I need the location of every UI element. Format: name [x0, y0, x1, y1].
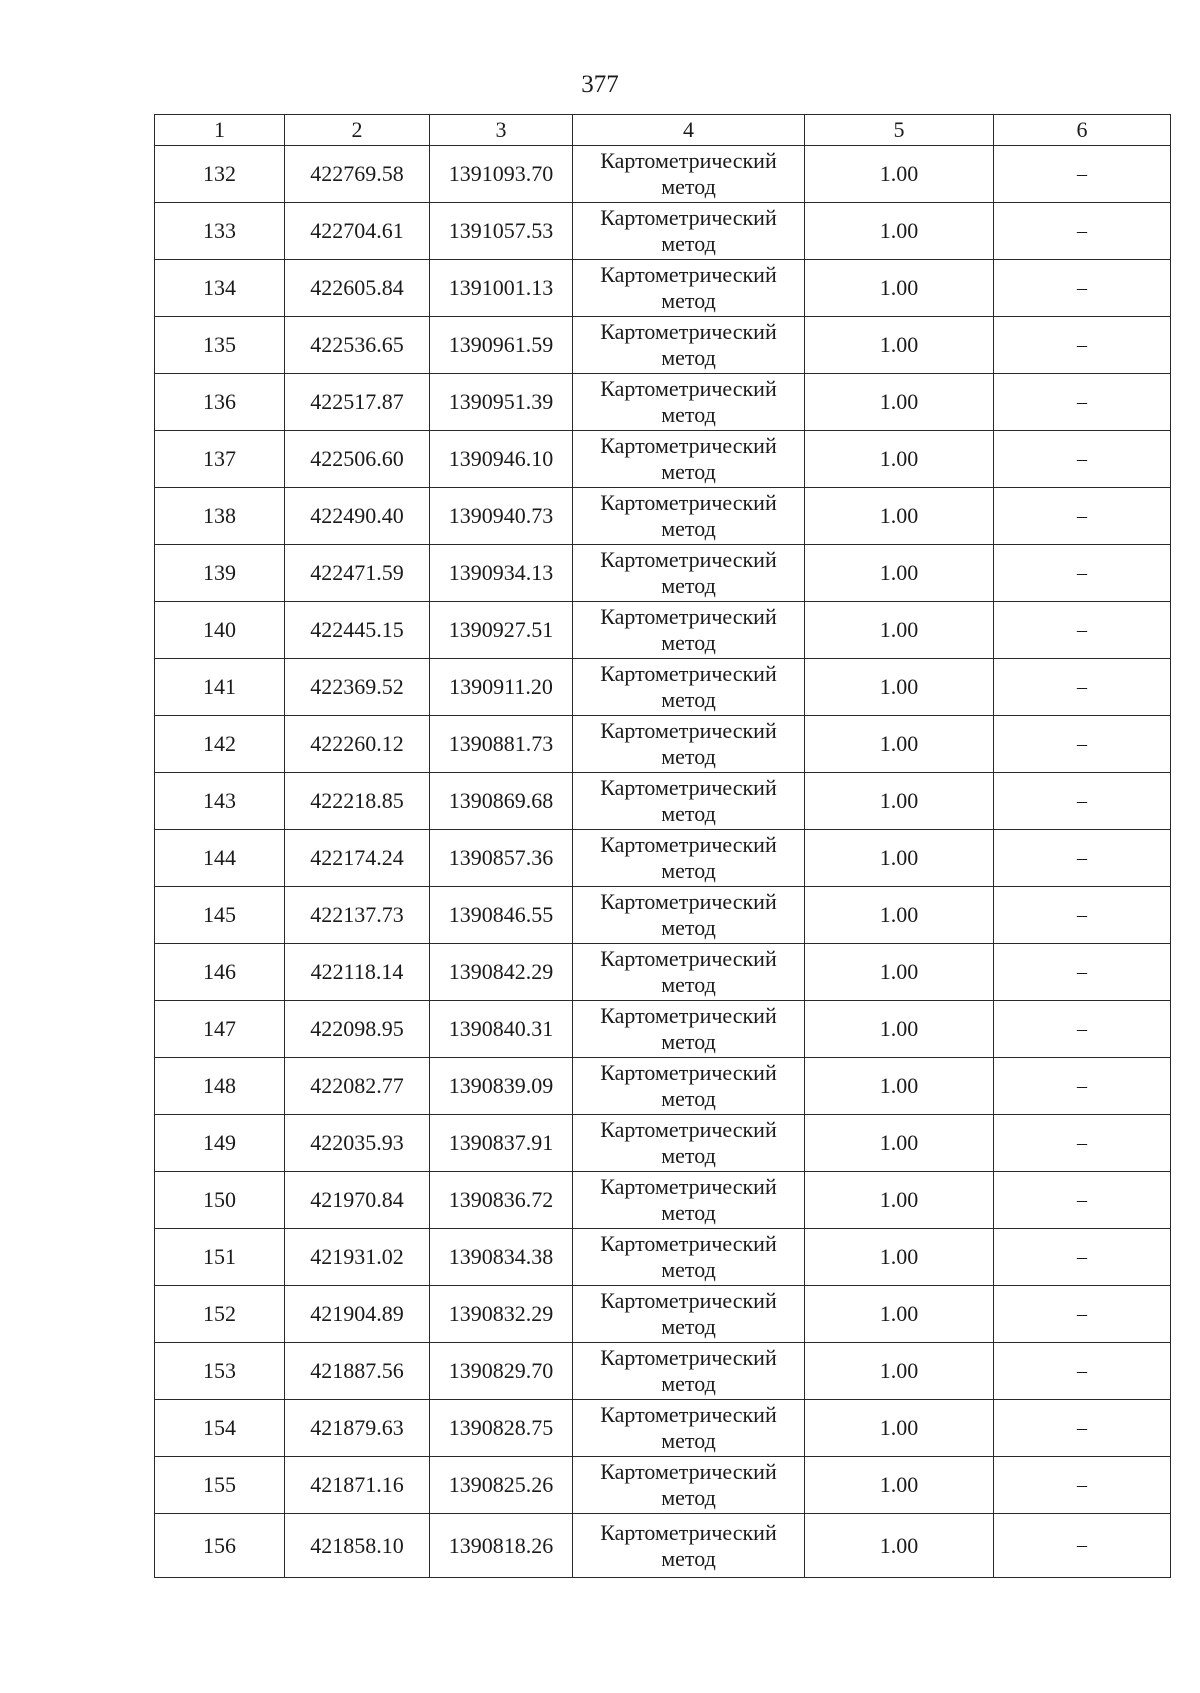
method-cell	[573, 545, 805, 602]
method-text-line: метод	[661, 573, 716, 598]
method-text-line: метод	[661, 1086, 716, 1111]
accuracy-cell: 1.00	[805, 1514, 994, 1578]
accuracy-cell: 1.00	[805, 830, 994, 887]
method-text-line: Картометрический	[600, 433, 777, 458]
x-coordinate-cell: 421858.10	[285, 1514, 430, 1578]
x-coordinate-cell: 422260.12	[285, 716, 430, 773]
table-row	[155, 488, 1171, 545]
method-text-line: Картометрический	[600, 547, 777, 572]
x-coordinate-cell: 422536.65	[285, 317, 430, 374]
note-cell: –	[994, 260, 1171, 317]
y-coordinate-cell: 1390832.29	[430, 1286, 573, 1343]
x-coordinate-cell: 421871.16	[285, 1457, 430, 1514]
method-text-line: метод	[661, 1200, 716, 1225]
point-number-cell: 142	[155, 716, 285, 773]
method-text-line: Картометрический	[600, 1402, 777, 1427]
column-header: 3	[430, 115, 573, 146]
point-number-cell: 139	[155, 545, 285, 602]
table-row	[155, 1343, 1171, 1400]
y-coordinate-cell: 1391057.53	[430, 203, 573, 260]
y-coordinate-cell: 1390940.73	[430, 488, 573, 545]
method-text-line: метод	[661, 915, 716, 940]
x-coordinate-cell: 422035.93	[285, 1115, 430, 1172]
x-coordinate-cell: 422471.59	[285, 545, 430, 602]
y-coordinate-cell: 1390946.10	[430, 431, 573, 488]
point-number-cell: 132	[155, 146, 285, 203]
accuracy-cell: 1.00	[805, 545, 994, 602]
accuracy-cell: 1.00	[805, 659, 994, 716]
method-text-line: метод	[661, 630, 716, 655]
method-text-line: метод	[661, 687, 716, 712]
table-row	[155, 545, 1171, 602]
x-coordinate-cell: 421887.56	[285, 1343, 430, 1400]
table-header-row	[155, 115, 1171, 146]
point-number-cell: 151	[155, 1229, 285, 1286]
table-row	[155, 830, 1171, 887]
method-text-line: Картометрический	[600, 1003, 777, 1028]
accuracy-cell: 1.00	[805, 1457, 994, 1514]
y-coordinate-cell: 1390839.09	[430, 1058, 573, 1115]
method-cell	[573, 659, 805, 716]
method-text-line: метод	[661, 345, 716, 370]
method-cell	[573, 317, 805, 374]
table-row	[155, 1400, 1171, 1457]
method-text-line: Картометрический	[600, 889, 777, 914]
method-cell	[573, 1229, 805, 1286]
y-coordinate-cell: 1391001.13	[430, 260, 573, 317]
method-text-line: Картометрический	[600, 148, 777, 173]
point-number-cell: 155	[155, 1457, 285, 1514]
note-cell: –	[994, 488, 1171, 545]
x-coordinate-cell: 422506.60	[285, 431, 430, 488]
accuracy-cell: 1.00	[805, 1115, 994, 1172]
point-number-cell: 146	[155, 944, 285, 1001]
method-text-line: метод	[661, 1428, 716, 1453]
method-cell	[573, 944, 805, 1001]
method-text-line: метод	[661, 231, 716, 256]
point-number-cell: 137	[155, 431, 285, 488]
note-cell: –	[994, 317, 1171, 374]
method-text-line: метод	[661, 288, 716, 313]
point-number-cell: 149	[155, 1115, 285, 1172]
method-text-line: Картометрический	[600, 1231, 777, 1256]
accuracy-cell: 1.00	[805, 1229, 994, 1286]
point-number-cell: 135	[155, 317, 285, 374]
method-text-line: Картометрический	[600, 1288, 777, 1313]
method-text-line: метод	[661, 402, 716, 427]
x-coordinate-cell: 422605.84	[285, 260, 430, 317]
note-cell: –	[994, 374, 1171, 431]
method-text-line: метод	[661, 801, 716, 826]
accuracy-cell: 1.00	[805, 773, 994, 830]
x-coordinate-cell: 422490.40	[285, 488, 430, 545]
method-cell	[573, 830, 805, 887]
table-body	[155, 146, 1171, 1578]
note-cell: –	[994, 1400, 1171, 1457]
point-number-cell: 140	[155, 602, 285, 659]
method-text-line: Картометрический	[600, 262, 777, 287]
method-cell	[573, 602, 805, 659]
note-cell: –	[994, 203, 1171, 260]
method-cell	[573, 1001, 805, 1058]
table-row	[155, 659, 1171, 716]
accuracy-cell: 1.00	[805, 1001, 994, 1058]
x-coordinate-cell: 422218.85	[285, 773, 430, 830]
note-cell: –	[994, 602, 1171, 659]
note-cell: –	[994, 944, 1171, 1001]
note-cell: –	[994, 773, 1171, 830]
method-cell	[573, 773, 805, 830]
table-row	[155, 602, 1171, 659]
accuracy-cell: 1.00	[805, 203, 994, 260]
note-cell: –	[994, 716, 1171, 773]
accuracy-cell: 1.00	[805, 1400, 994, 1457]
y-coordinate-cell: 1390869.68	[430, 773, 573, 830]
accuracy-cell: 1.00	[805, 1286, 994, 1343]
y-coordinate-cell: 1390951.39	[430, 374, 573, 431]
y-coordinate-cell: 1390927.51	[430, 602, 573, 659]
table-row	[155, 773, 1171, 830]
point-number-cell: 141	[155, 659, 285, 716]
column-header: 6	[994, 115, 1171, 146]
y-coordinate-cell: 1390846.55	[430, 887, 573, 944]
table-row	[155, 944, 1171, 1001]
note-cell: –	[994, 1343, 1171, 1400]
table-row	[155, 374, 1171, 431]
method-text-line: Картометрический	[600, 1459, 777, 1484]
method-text-line: Картометрический	[600, 1174, 777, 1199]
point-number-cell: 152	[155, 1286, 285, 1343]
y-coordinate-cell: 1390837.91	[430, 1115, 573, 1172]
y-coordinate-cell: 1390842.29	[430, 944, 573, 1001]
point-number-cell: 144	[155, 830, 285, 887]
table-row	[155, 887, 1171, 944]
point-number-cell: 147	[155, 1001, 285, 1058]
note-cell: –	[994, 659, 1171, 716]
method-text-line: Картометрический	[600, 1345, 777, 1370]
y-coordinate-cell: 1390911.20	[430, 659, 573, 716]
method-text-line: метод	[661, 459, 716, 484]
method-text-line: Картометрический	[600, 205, 777, 230]
note-cell: –	[994, 1514, 1171, 1578]
accuracy-cell: 1.00	[805, 887, 994, 944]
method-text-line: метод	[661, 174, 716, 199]
method-cell	[573, 1457, 805, 1514]
accuracy-cell: 1.00	[805, 317, 994, 374]
x-coordinate-cell: 422098.95	[285, 1001, 430, 1058]
table-row	[155, 317, 1171, 374]
accuracy-cell: 1.00	[805, 716, 994, 773]
table-row	[155, 1172, 1171, 1229]
note-cell: –	[994, 545, 1171, 602]
point-number-cell: 150	[155, 1172, 285, 1229]
method-text-line: Картометрический	[600, 1060, 777, 1085]
table-row	[155, 1514, 1171, 1578]
method-cell	[573, 1514, 805, 1578]
point-number-cell: 133	[155, 203, 285, 260]
column-header: 5	[805, 115, 994, 146]
x-coordinate-cell: 421879.63	[285, 1400, 430, 1457]
x-coordinate-cell: 422174.24	[285, 830, 430, 887]
column-header: 2	[285, 115, 430, 146]
point-number-cell: 153	[155, 1343, 285, 1400]
accuracy-cell: 1.00	[805, 1058, 994, 1115]
method-cell	[573, 203, 805, 260]
x-coordinate-cell: 422118.14	[285, 944, 430, 1001]
x-coordinate-cell: 422517.87	[285, 374, 430, 431]
table-row	[155, 1286, 1171, 1343]
x-coordinate-cell: 421904.89	[285, 1286, 430, 1343]
table-row	[155, 203, 1171, 260]
table-row	[155, 146, 1171, 203]
method-text-line: Картометрический	[600, 946, 777, 971]
table-row	[155, 1001, 1171, 1058]
method-cell	[573, 887, 805, 944]
method-text-line: метод	[661, 1257, 716, 1282]
point-number-cell: 145	[155, 887, 285, 944]
point-number-cell: 136	[155, 374, 285, 431]
y-coordinate-cell: 1390834.38	[430, 1229, 573, 1286]
accuracy-cell: 1.00	[805, 260, 994, 317]
table-row	[155, 431, 1171, 488]
y-coordinate-cell: 1390934.13	[430, 545, 573, 602]
note-cell: –	[994, 1001, 1171, 1058]
table-row	[155, 1058, 1171, 1115]
method-text-line: Картометрический	[600, 775, 777, 800]
method-cell	[573, 1400, 805, 1457]
method-text-line: Картометрический	[600, 376, 777, 401]
coordinates-table	[154, 114, 1171, 1578]
note-cell: –	[994, 1115, 1171, 1172]
accuracy-cell: 1.00	[805, 488, 994, 545]
x-coordinate-cell: 422082.77	[285, 1058, 430, 1115]
method-cell	[573, 374, 805, 431]
method-cell	[573, 260, 805, 317]
method-cell	[573, 1286, 805, 1343]
x-coordinate-cell: 422769.58	[285, 146, 430, 203]
point-number-cell: 148	[155, 1058, 285, 1115]
method-text-line: метод	[661, 1371, 716, 1396]
x-coordinate-cell: 421970.84	[285, 1172, 430, 1229]
method-text-line: метод	[661, 1485, 716, 1510]
note-cell: –	[994, 1286, 1171, 1343]
note-cell: –	[994, 887, 1171, 944]
method-text-line: Картометрический	[600, 604, 777, 629]
method-cell	[573, 431, 805, 488]
table-row	[155, 716, 1171, 773]
note-cell: –	[994, 1457, 1171, 1514]
method-text-line: метод	[661, 972, 716, 997]
y-coordinate-cell: 1390818.26	[430, 1514, 573, 1578]
note-cell: –	[994, 146, 1171, 203]
x-coordinate-cell: 422445.15	[285, 602, 430, 659]
accuracy-cell: 1.00	[805, 374, 994, 431]
method-text-line: метод	[661, 858, 716, 883]
method-cell	[573, 1343, 805, 1400]
accuracy-cell: 1.00	[805, 1343, 994, 1400]
accuracy-cell: 1.00	[805, 1172, 994, 1229]
y-coordinate-cell: 1390881.73	[430, 716, 573, 773]
method-text-line: метод	[661, 1143, 716, 1168]
note-cell: –	[994, 1172, 1171, 1229]
table-row	[155, 1115, 1171, 1172]
column-header: 1	[155, 115, 285, 146]
method-text-line: метод	[661, 516, 716, 541]
method-cell	[573, 716, 805, 773]
x-coordinate-cell: 421931.02	[285, 1229, 430, 1286]
y-coordinate-cell: 1390828.75	[430, 1400, 573, 1457]
method-text-line: метод	[661, 1545, 716, 1571]
page-number: 377	[581, 71, 619, 98]
method-cell	[573, 1115, 805, 1172]
y-coordinate-cell: 1390836.72	[430, 1172, 573, 1229]
method-text-line: Картометрический	[600, 718, 777, 743]
x-coordinate-cell: 422369.52	[285, 659, 430, 716]
accuracy-cell: 1.00	[805, 431, 994, 488]
table-row	[155, 260, 1171, 317]
y-coordinate-cell: 1391093.70	[430, 146, 573, 203]
accuracy-cell: 1.00	[805, 944, 994, 1001]
y-coordinate-cell: 1390829.70	[430, 1343, 573, 1400]
note-cell: –	[994, 830, 1171, 887]
y-coordinate-cell: 1390961.59	[430, 317, 573, 374]
point-number-cell: 138	[155, 488, 285, 545]
method-text-line: Картометрический	[600, 490, 777, 515]
point-number-cell: 154	[155, 1400, 285, 1457]
note-cell: –	[994, 431, 1171, 488]
method-text-line: Картометрический	[600, 832, 777, 857]
accuracy-cell: 1.00	[805, 146, 994, 203]
y-coordinate-cell: 1390857.36	[430, 830, 573, 887]
method-cell	[573, 488, 805, 545]
note-cell: –	[994, 1229, 1171, 1286]
note-cell: –	[994, 1058, 1171, 1115]
method-text-line: метод	[661, 1314, 716, 1339]
method-text-line: метод	[661, 744, 716, 769]
method-cell	[573, 1172, 805, 1229]
method-cell	[573, 146, 805, 203]
method-text-line: Картометрический	[600, 319, 777, 344]
y-coordinate-cell: 1390840.31	[430, 1001, 573, 1058]
x-coordinate-cell: 422137.73	[285, 887, 430, 944]
table-row	[155, 1229, 1171, 1286]
method-text-line: метод	[661, 1029, 716, 1054]
method-text-line: Картометрический	[600, 1117, 777, 1142]
method-text-line: Картометрический	[600, 1519, 777, 1545]
method-text-line: Картометрический	[600, 661, 777, 686]
method-cell	[573, 1058, 805, 1115]
y-coordinate-cell: 1390825.26	[430, 1457, 573, 1514]
column-header: 4	[573, 115, 805, 146]
point-number-cell: 156	[155, 1514, 285, 1578]
table-row	[155, 1457, 1171, 1514]
x-coordinate-cell: 422704.61	[285, 203, 430, 260]
point-number-cell: 134	[155, 260, 285, 317]
accuracy-cell: 1.00	[805, 602, 994, 659]
point-number-cell: 143	[155, 773, 285, 830]
